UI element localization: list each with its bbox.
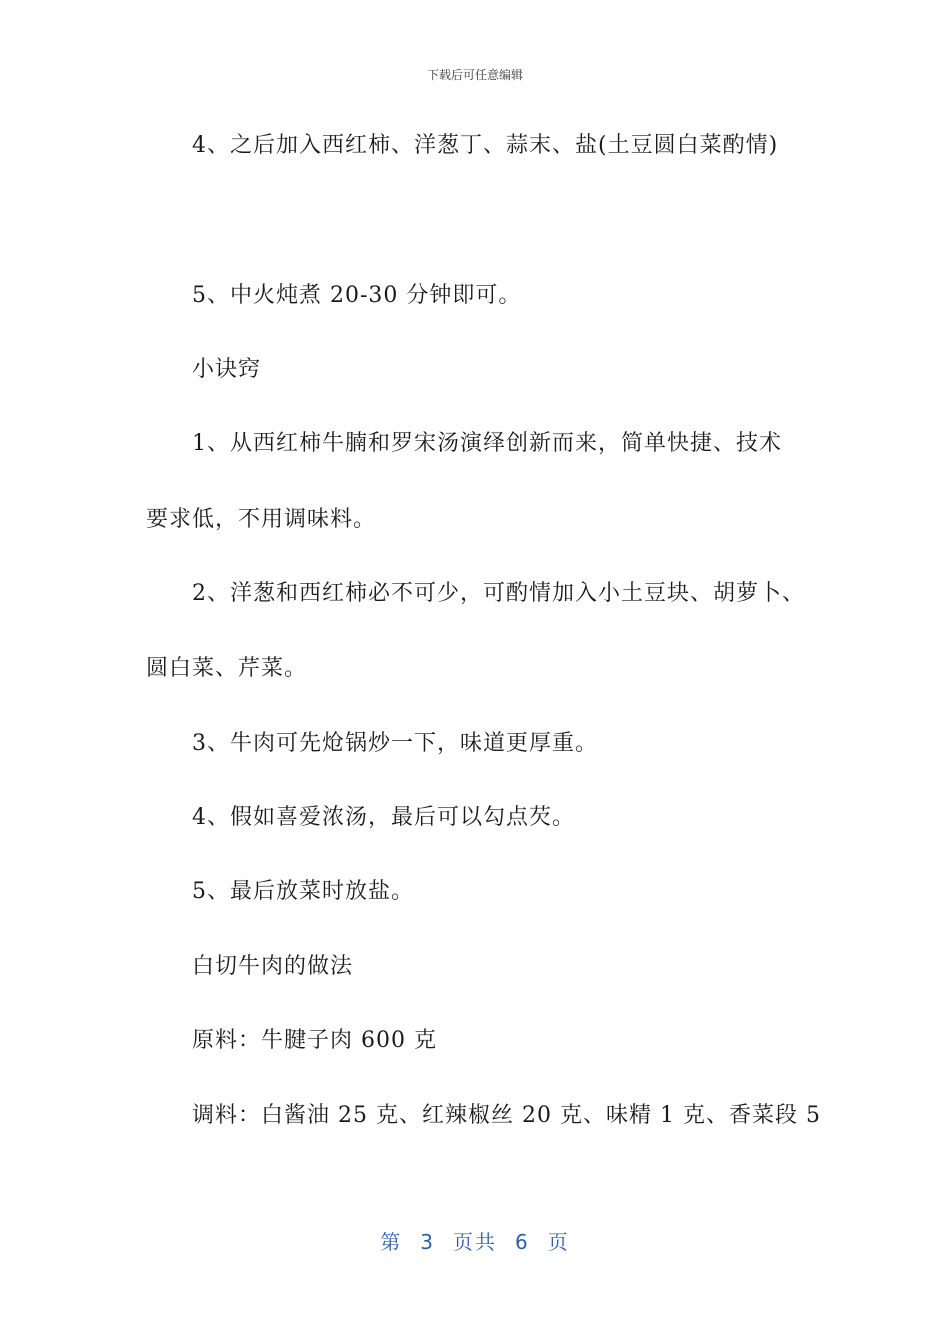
paragraph-step-5: 5、中火炖煮 20-30 分钟即可。 <box>192 283 522 308</box>
paragraph-ingredients: 原料：牛腱子肉 600 克 <box>192 1028 437 1053</box>
footer-label-ye: 页 <box>547 1230 570 1254</box>
section-heading-recipe: 白切牛肉的做法 <box>192 954 354 979</box>
paragraph-tip-1: 1、从西红柿牛腩和罗宋汤演绎创新而来，简单快捷、技术 <box>192 431 782 456</box>
footer-total-pages: 6 <box>515 1230 530 1254</box>
section-heading-tips: 小诀窍 <box>192 357 262 382</box>
paragraph-tip-4: 4、假如喜爱浓汤，最后可以勾点芡。 <box>192 805 575 830</box>
page-footer <box>0 1226 950 1255</box>
paragraph-tip-2: 2、洋葱和西红柿必不可少，可酌情加入小土豆块、胡萝卜、 <box>192 581 805 606</box>
paragraph-seasonings: 调料：白酱油 25 克、红辣椒丝 20 克、味精 1 克、香菜段 5 <box>192 1103 821 1128</box>
footer-current-page: 3 <box>420 1230 435 1254</box>
footer-label-ye-gong: 页共 <box>453 1230 497 1254</box>
paragraph-tip-5: 5、最后放菜时放盐。 <box>192 879 414 904</box>
paragraph-step-4: 4、之后加入西红柿、洋葱丁、蒜末、盐(土豆圆白菜酌情) <box>192 133 779 158</box>
page-header: 下载后可任意编辑 <box>426 68 523 82</box>
footer-label-di: 第 <box>380 1230 403 1254</box>
paragraph-tip-2-cont: 圆白菜、芹菜。 <box>146 656 308 681</box>
paragraph-tip-3: 3、牛肉可先炝锅炒一下，味道更厚重。 <box>192 731 598 756</box>
paragraph-tip-1-cont: 要求低，不用调味料。 <box>146 507 377 532</box>
